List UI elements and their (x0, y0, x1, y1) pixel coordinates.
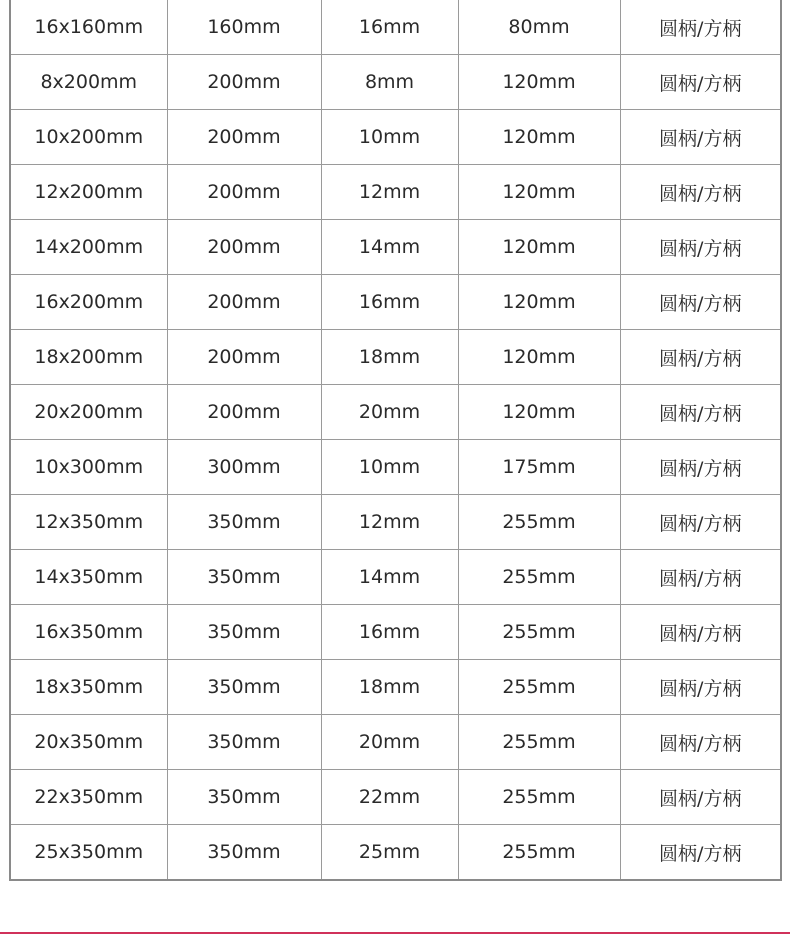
table-row (10, 495, 781, 550)
spec-cell-working-length: 255mm (458, 770, 620, 825)
spec-cell-working-length: 175mm (458, 440, 620, 495)
spec-cell-working-length: 255mm (458, 660, 620, 715)
spec-cell-total-length: 200mm (167, 330, 321, 385)
spec-cell-diameter: 25mm (321, 825, 458, 881)
table-row (10, 825, 781, 881)
spec-cell-diameter: 16mm (321, 0, 458, 55)
spec-cell-diameter: 14mm (321, 550, 458, 605)
spec-cell-working-length: 120mm (458, 330, 620, 385)
spec-cell-total-length: 350mm (167, 495, 321, 550)
spec-cell-size: 12x200mm (10, 165, 167, 220)
spec-cell-size: 16x160mm (10, 0, 167, 55)
spec-cell-total-length: 200mm (167, 275, 321, 330)
spec-cell-diameter: 18mm (321, 330, 458, 385)
spec-cell-working-length: 120mm (458, 220, 620, 275)
table-row (10, 165, 781, 220)
spec-cell-shank-type: 圆柄/方柄 (620, 165, 781, 220)
spec-cell-total-length: 350mm (167, 550, 321, 605)
spec-cell-size: 14x350mm (10, 550, 167, 605)
spec-cell-shank-type: 圆柄/方柄 (620, 220, 781, 275)
spec-cell-working-length: 255mm (458, 605, 620, 660)
table-row (10, 385, 781, 440)
spec-cell-working-length: 255mm (458, 495, 620, 550)
spec-cell-size: 8x200mm (10, 55, 167, 110)
spec-cell-shank-type: 圆柄/方柄 (620, 770, 781, 825)
spec-cell-shank-type: 圆柄/方柄 (620, 550, 781, 605)
spec-cell-working-length: 80mm (458, 0, 620, 55)
spec-cell-working-length: 120mm (458, 385, 620, 440)
spec-cell-total-length: 200mm (167, 385, 321, 440)
spec-cell-diameter: 12mm (321, 495, 458, 550)
spec-cell-size: 10x300mm (10, 440, 167, 495)
spec-cell-shank-type: 圆柄/方柄 (620, 385, 781, 440)
table-row (10, 220, 781, 275)
spec-cell-shank-type: 圆柄/方柄 (620, 330, 781, 385)
spec-cell-shank-type: 圆柄/方柄 (620, 715, 781, 770)
spec-cell-size: 18x350mm (10, 660, 167, 715)
spec-cell-shank-type: 圆柄/方柄 (620, 275, 781, 330)
spec-cell-total-length: 350mm (167, 660, 321, 715)
spec-cell-diameter: 12mm (321, 165, 458, 220)
spec-cell-diameter: 10mm (321, 440, 458, 495)
spec-cell-total-length: 350mm (167, 715, 321, 770)
table-row (10, 0, 781, 55)
spec-cell-size: 20x200mm (10, 385, 167, 440)
spec-cell-working-length: 120mm (458, 110, 620, 165)
spec-cell-shank-type: 圆柄/方柄 (620, 495, 781, 550)
spec-cell-size: 18x200mm (10, 330, 167, 385)
spec-cell-size: 14x200mm (10, 220, 167, 275)
spec-cell-diameter: 8mm (321, 55, 458, 110)
table-row (10, 550, 781, 605)
table-row (10, 715, 781, 770)
spec-cell-working-length: 255mm (458, 825, 620, 881)
table-row (10, 330, 781, 385)
spec-cell-working-length: 120mm (458, 55, 620, 110)
table-row (10, 110, 781, 165)
spec-cell-diameter: 18mm (321, 660, 458, 715)
spec-cell-total-length: 160mm (167, 0, 321, 55)
table-row (10, 440, 781, 495)
spec-cell-diameter: 20mm (321, 715, 458, 770)
spec-cell-working-length: 120mm (458, 275, 620, 330)
spec-cell-shank-type: 圆柄/方柄 (620, 55, 781, 110)
spec-cell-diameter: 22mm (321, 770, 458, 825)
table-row (10, 275, 781, 330)
spec-cell-total-length: 300mm (167, 440, 321, 495)
spec-cell-diameter: 10mm (321, 110, 458, 165)
spec-cell-working-length: 255mm (458, 715, 620, 770)
table-row (10, 605, 781, 660)
spec-cell-shank-type: 圆柄/方柄 (620, 605, 781, 660)
spec-cell-shank-type: 圆柄/方柄 (620, 0, 781, 55)
spec-cell-total-length: 200mm (167, 220, 321, 275)
table-row (10, 660, 781, 715)
spec-cell-total-length: 350mm (167, 825, 321, 881)
spec-cell-shank-type: 圆柄/方柄 (620, 825, 781, 881)
spec-cell-size: 16x350mm (10, 605, 167, 660)
spec-cell-total-length: 350mm (167, 605, 321, 660)
spec-cell-size: 25x350mm (10, 825, 167, 881)
table-row (10, 770, 781, 825)
spec-cell-total-length: 350mm (167, 770, 321, 825)
spec-cell-shank-type: 圆柄/方柄 (620, 440, 781, 495)
spec-cell-size: 16x200mm (10, 275, 167, 330)
spec-cell-total-length: 200mm (167, 110, 321, 165)
spec-table (9, 0, 782, 881)
spec-cell-shank-type: 圆柄/方柄 (620, 110, 781, 165)
spec-cell-working-length: 120mm (458, 165, 620, 220)
spec-cell-shank-type: 圆柄/方柄 (620, 660, 781, 715)
spec-cell-size: 20x350mm (10, 715, 167, 770)
spec-cell-size: 12x350mm (10, 495, 167, 550)
spec-cell-size: 22x350mm (10, 770, 167, 825)
spec-cell-diameter: 16mm (321, 275, 458, 330)
spec-cell-total-length: 200mm (167, 55, 321, 110)
bottom-divider-line (0, 932, 790, 934)
spec-cell-diameter: 14mm (321, 220, 458, 275)
spec-cell-diameter: 16mm (321, 605, 458, 660)
table-row (10, 55, 781, 110)
spec-table-body (10, 0, 781, 880)
spec-cell-working-length: 255mm (458, 550, 620, 605)
spec-cell-diameter: 20mm (321, 385, 458, 440)
spec-cell-total-length: 200mm (167, 165, 321, 220)
spec-cell-size: 10x200mm (10, 110, 167, 165)
